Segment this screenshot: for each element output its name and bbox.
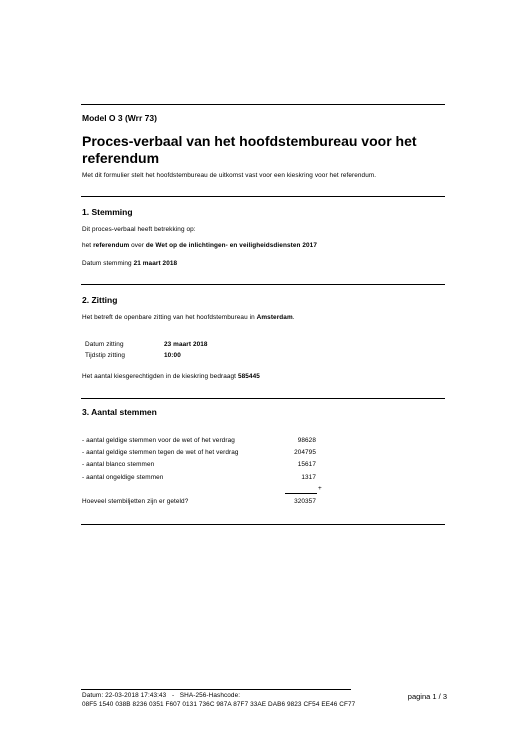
top-rule	[81, 104, 445, 105]
section-rule	[81, 524, 445, 525]
votes-row-value: 204795	[294, 449, 316, 456]
zitting-text-suffix: .	[292, 314, 295, 321]
stemming-date-line	[82, 260, 177, 267]
votes-row-label: - aantal blanco stemmen	[82, 461, 155, 468]
page-title: Proces-verbaal van het hoofdstembureau voor het referendum	[82, 133, 417, 166]
intro-text: Met dit formulier stelt het hoofdstembureau de uitkomst vast voor een kieskring voor het referendum.	[82, 172, 377, 179]
votes-row-label: - aantal geldige stemmen tegen de wet of het verdrag	[82, 449, 239, 456]
votes-row-value: 15617	[297, 461, 316, 468]
footer-rule	[81, 689, 351, 690]
section1-heading: 1. Stemming	[82, 207, 133, 217]
zitting-text-prefix: Het betreft de openbare zitting van het hoofdstembureau in	[82, 314, 255, 321]
ref-bold-referendum: referendum	[93, 242, 130, 249]
page-number: pagina 1 / 3	[407, 692, 447, 701]
total-label: Hoeveel stembiljetten zijn er geteld?	[82, 498, 189, 505]
zitting-time-label: Tijdstip zitting	[85, 352, 126, 359]
footer-hash: 08F5 1540 038B 8236 0351 F607 0131 736C 987A 87F7 33AE DAB6 9823 CF54 EE46 CF77	[82, 701, 356, 708]
section-rule	[81, 196, 445, 197]
stemming-date-value: 21 maart 2018	[133, 260, 178, 267]
ref-prefix: het	[82, 242, 92, 249]
section-rule	[81, 284, 445, 285]
kiesgerechtigden-value: 585445	[237, 373, 260, 380]
kiesgerechtigden-line	[82, 373, 260, 380]
model-code: Model O 3 (Wrr 73)	[82, 113, 157, 123]
ref-mid: over	[131, 242, 144, 249]
zitting-date-value: 23 maart 2018	[164, 341, 208, 348]
section-rule	[81, 398, 445, 399]
votes-row-label: - aantal ongeldige stemmen	[82, 474, 164, 481]
votes-row-value: 1317	[301, 474, 316, 481]
kiesgerechtigden-label: Het aantal kiesgerechtigden in de kieskring bedraagt	[82, 373, 237, 380]
plus-sign: +	[318, 485, 322, 492]
stemming-date-label: Datum stemming	[82, 260, 132, 267]
votes-row-label: - aantal geldige stemmen voor de wet of het verdrag	[82, 437, 235, 444]
zitting-time-value: 10:00	[164, 352, 181, 359]
zitting-date-label: Datum zitting	[85, 341, 124, 348]
footer-date-hash-label: Datum: 22-03-2018 17:43:43 - SHA-256-Hashcode:	[82, 692, 241, 699]
zitting-text	[82, 314, 295, 321]
referendum-line	[82, 242, 317, 249]
section1-line1: Dit proces-verbaal heeft betrekking op:	[82, 226, 196, 233]
total-value: 320357	[294, 498, 316, 505]
zitting-place: Amsterdam	[256, 314, 293, 321]
sum-rule	[285, 493, 317, 494]
section2-heading: 2. Zitting	[82, 295, 118, 305]
ref-bold-law: de Wet op de inlichtingen- en veiligheidsdiensten 2017	[145, 242, 317, 249]
votes-row-value: 98628	[297, 437, 316, 444]
section3-heading: 3. Aantal stemmen	[82, 407, 157, 417]
